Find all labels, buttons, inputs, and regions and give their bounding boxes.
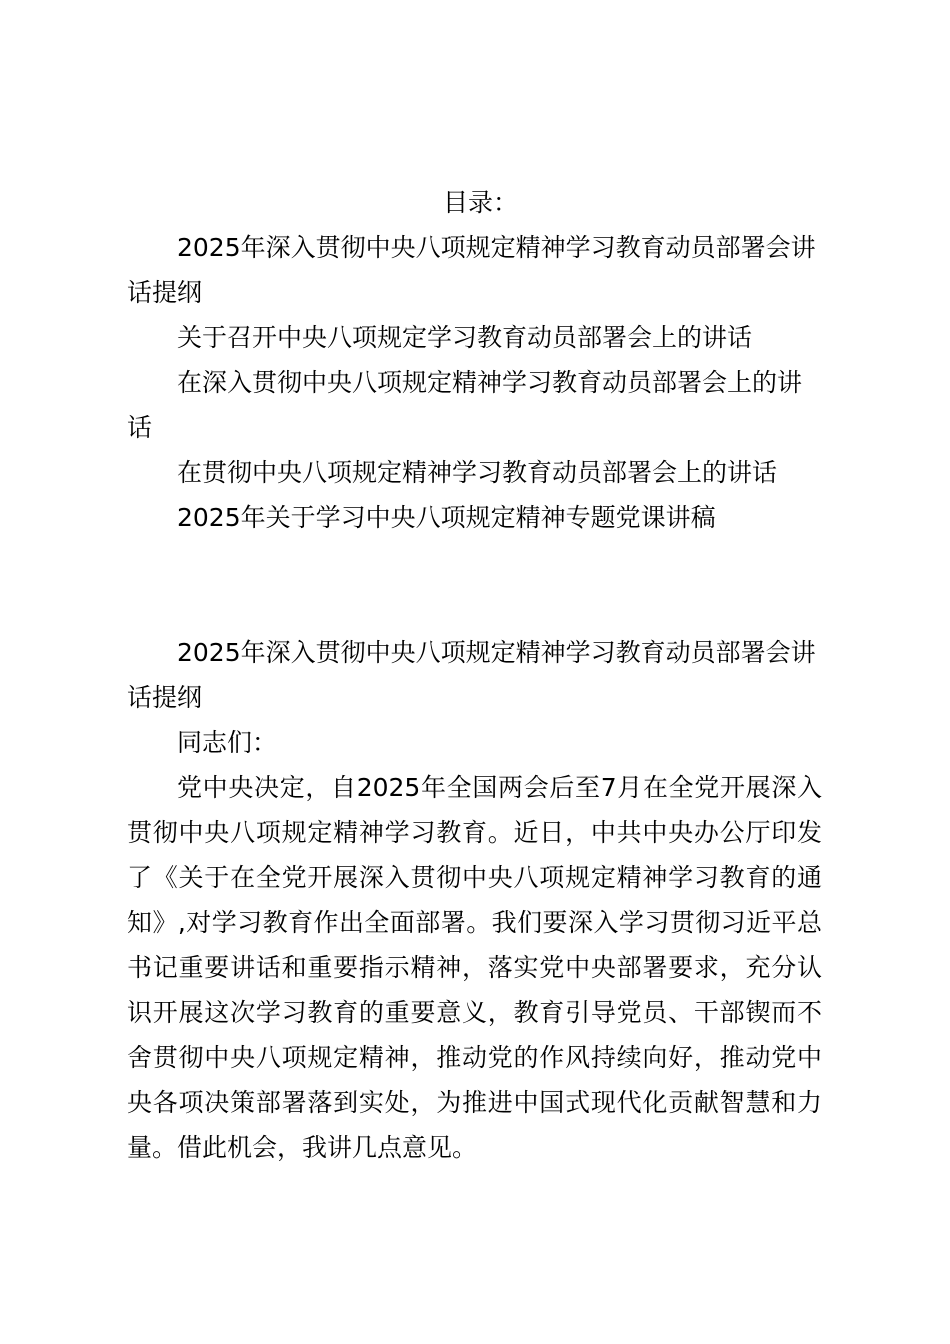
article-salutation: 同志们： <box>177 728 278 757</box>
toc-item-2: 关于召开中央八项规定学习教育动员部署会上的讲话 <box>177 323 753 352</box>
toc-item-3: 在深入贯彻中央八项规定精神学习教育动员部署会上的讲话 <box>127 368 803 442</box>
article-title: 2025年深入贯彻中央八项规定精神学习教育动员部署会讲话提纲 <box>127 638 816 712</box>
toc-title: 目录： <box>442 188 518 217</box>
article-body-paragraph: 党中央决定，自2025年全国两会后至7月在全党开展深入贯彻中央八项规定精神学习教育。近日，中共中央办公厅印发了《关于在全党开展深入贯彻中央八项规定精神学习教育的通知》,对学习教育作出全面部署。我们要深入学习贯彻习近平总书记重要讲话和重要指示精神，落实党中央部署要求，充分认识开展这次学习教育的重要意义，教育引导党员、干部锲而不舍贯彻中央八项规定精神，推动党的作风持续向好，推动党中央各项决策部署落到实处，为推进中国式现代化贡献智慧和力量。借此机会，我讲几点意见。 <box>127 773 822 1162</box>
toc-item-1: 2025年深入贯彻中央八项规定精神学习教育动员部署会讲话提纲 <box>127 233 816 307</box>
toc-item-5: 2025年关于学习中央八项规定精神专题党课讲稿 <box>177 503 716 532</box>
toc-item-4: 在贯彻中央八项规定精神学习教育动员部署会上的讲话 <box>177 458 778 487</box>
document-content <box>127 180 822 1170</box>
toc-list <box>127 225 822 540</box>
section-gap <box>127 540 822 630</box>
